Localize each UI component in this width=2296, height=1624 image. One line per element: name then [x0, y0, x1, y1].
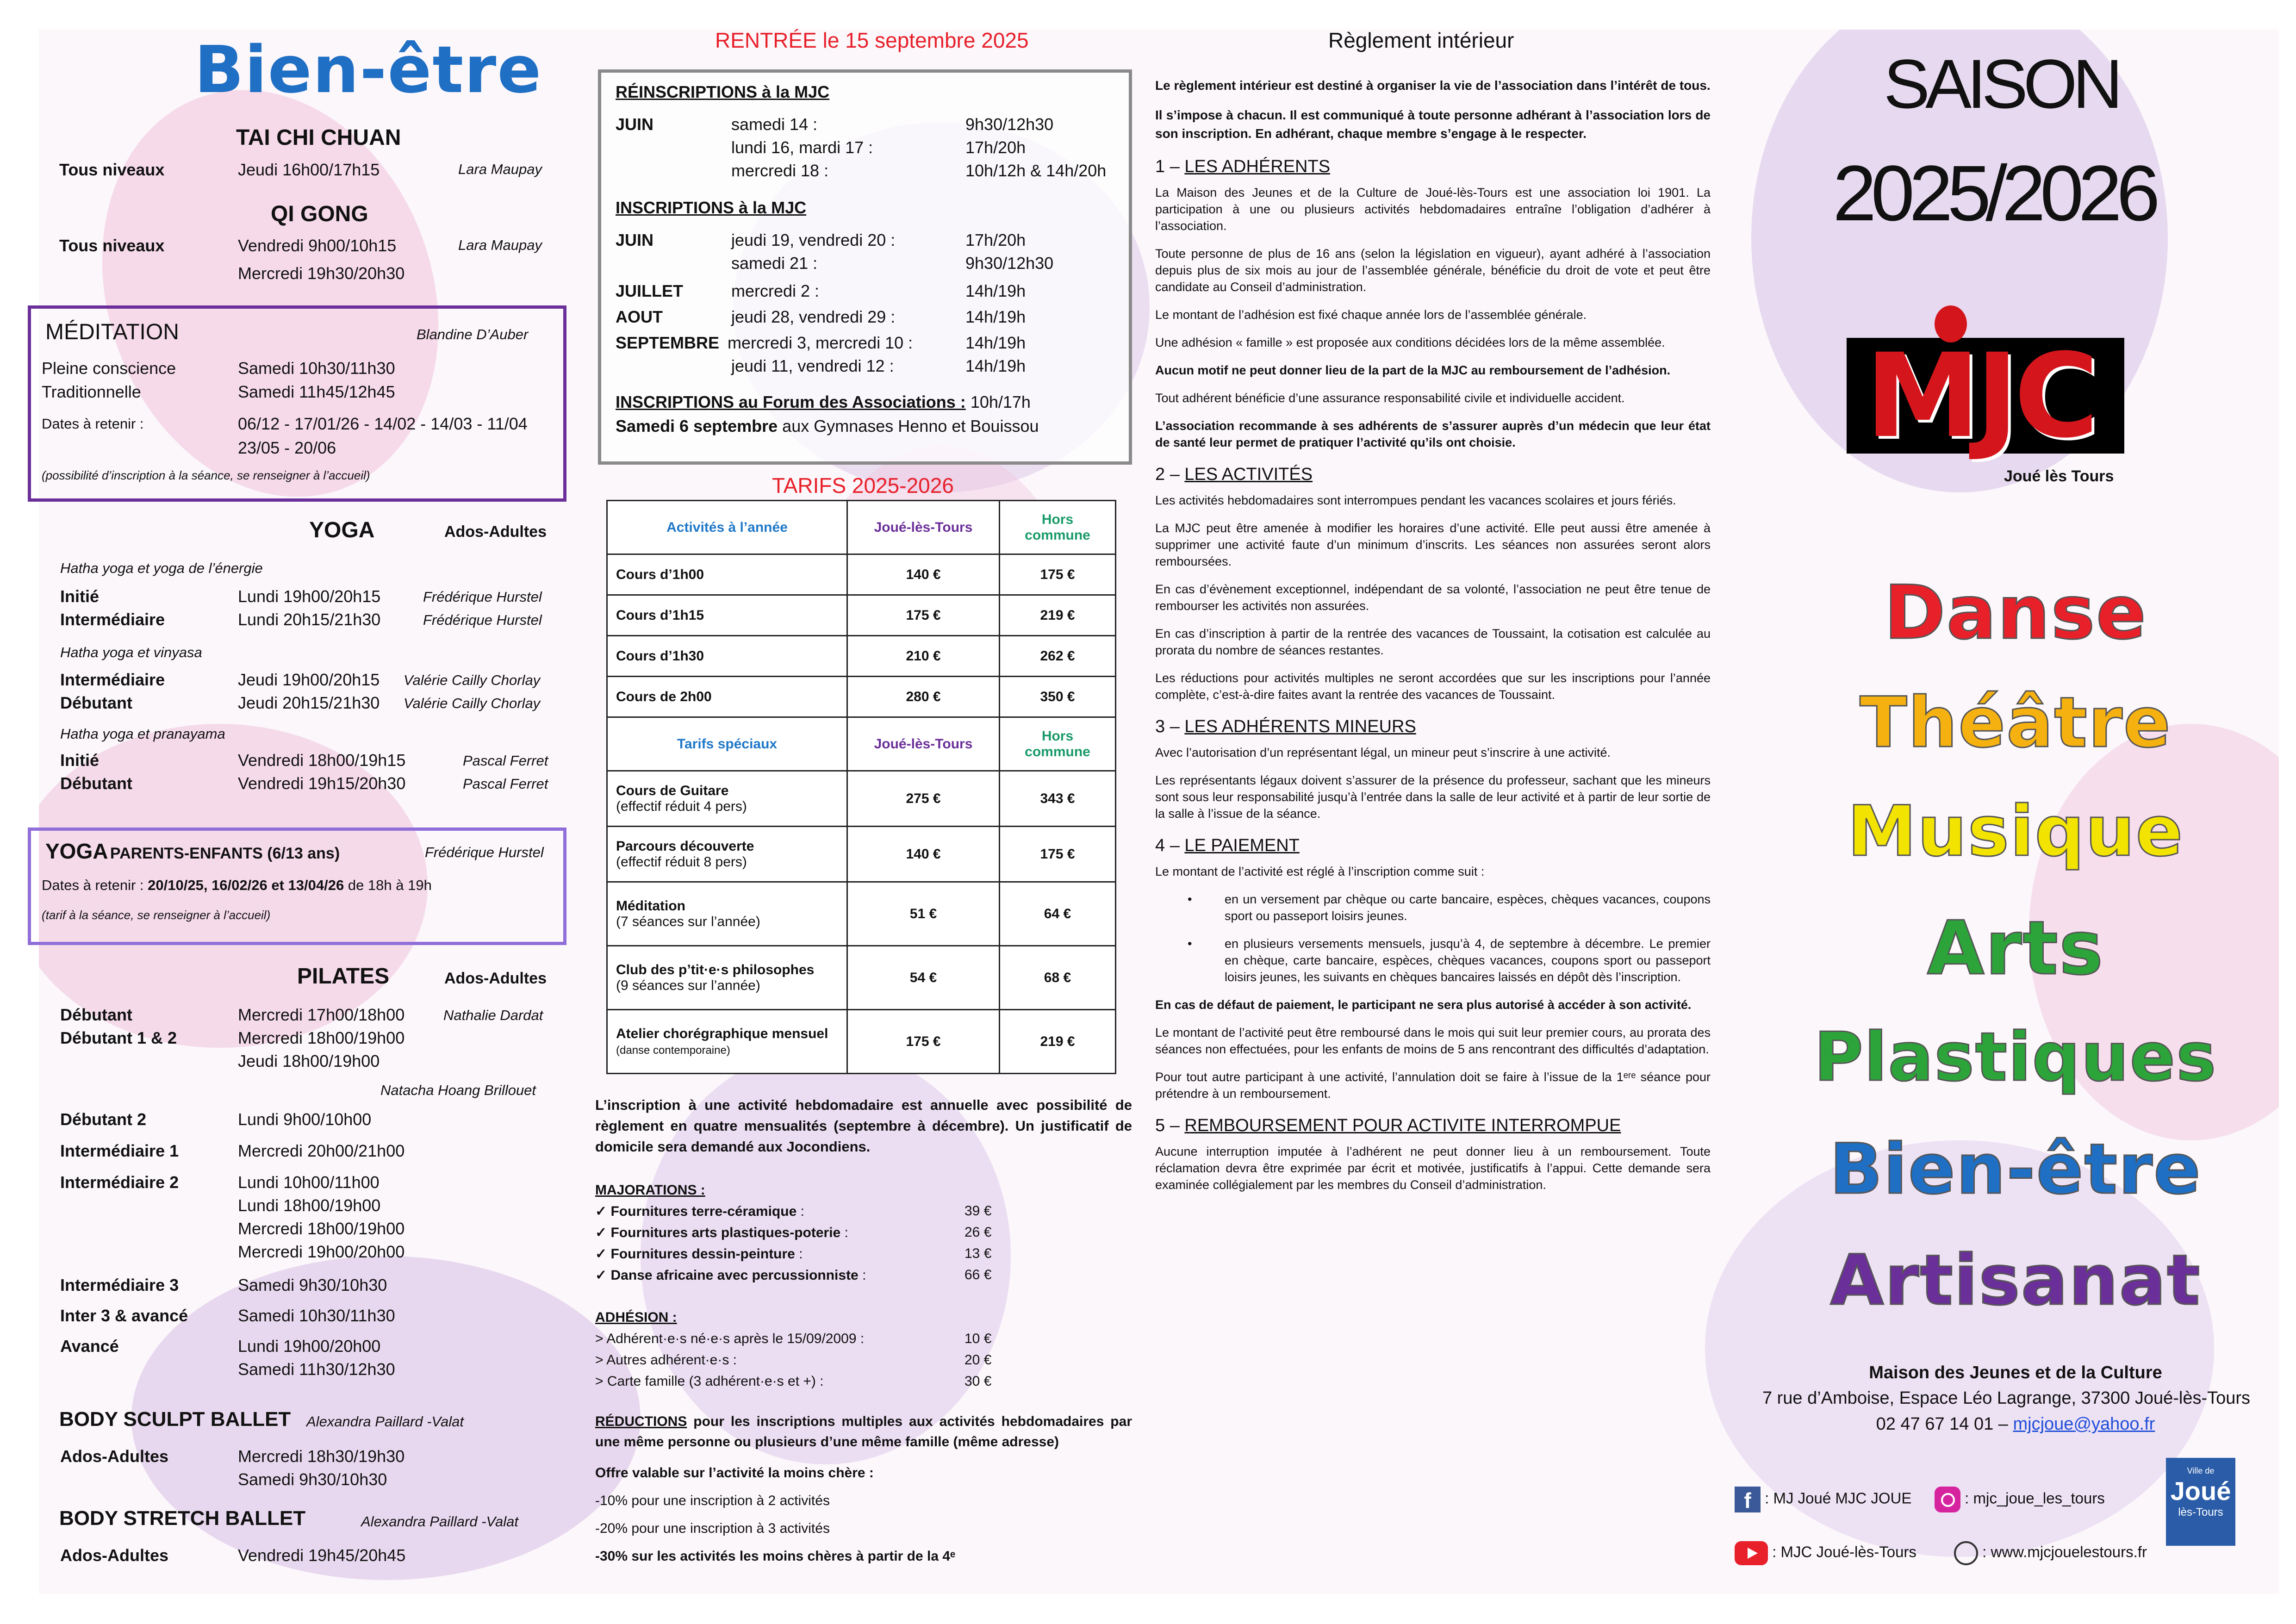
meditation-t2: Samedi 11h45/12h45 — [238, 382, 395, 401]
s1-p6: Tout adhérent bénéficie d’une assurance responsabilité civile et individuelle accident. — [1155, 391, 1625, 405]
special-sub: (effectif réduit 8 pers) — [616, 854, 747, 870]
s2-p2: La MJC peut être amenée à modifier les horaires d’une activité. Elle peut aussi être amenée à supprimer une activité faute d’un minimum d’inscrits. Les séances non assurées seront alors remboursées. — [1155, 521, 1711, 568]
ins-h2: 14h/19h — [965, 281, 1026, 300]
rentree-date: le 15 septembre 2025 — [822, 28, 1029, 52]
special-label: Club des p’tit·e·s philosophes — [616, 962, 815, 977]
table-row — [607, 636, 1116, 677]
s4-bullet-1: • en un versement par chèque ou carte bancaire, espèces, chèques vacances, coupons sport ou passeport loisirs jeunes. — [1188, 892, 1711, 923]
meditation-dates2: 23/05 - 20/06 — [238, 438, 336, 457]
tarif-joue: 140 € — [847, 554, 1000, 595]
pilates-r8-time2: Samedi 11h30/12h30 — [238, 1360, 395, 1379]
joue-logo-c: lès-Tours — [2178, 1506, 2223, 1518]
yoga-parents-hours: de 18h à 19h — [348, 877, 432, 893]
qigong-time1: Vendredi 9h00/10h15 — [238, 236, 397, 255]
section-4-num: 4 – — [1155, 836, 1180, 855]
meditation-l2: Traditionnelle — [42, 382, 141, 401]
reductions-paragraph — [595, 1412, 1132, 1452]
reglement-title: Règlement intérieur — [1328, 28, 1514, 52]
pilates-r5-level: Intermédiaire 2 — [60, 1173, 179, 1192]
pilates-r2-level: Débutant 1 & 2 — [60, 1028, 177, 1047]
section-1-title — [1155, 157, 1711, 177]
pilates-title: PILATES — [297, 964, 390, 989]
special-label: Méditation — [616, 898, 685, 914]
maj-row: ✓ Fournitures arts plastiques-poterie : — [595, 1225, 848, 1240]
bien-etre-title: Bien-être — [194, 32, 542, 108]
bstb-title: BODY STRETCH BALLET — [59, 1507, 306, 1530]
s4-p4: Pour tout autre participant à une activité, l’annulation doit se faire à l’issue de la 1ᵉʳᵉ séance pour prétendre à un remboursement. — [1155, 1070, 1711, 1101]
adh-value: 20 € — [964, 1352, 992, 1368]
pilates-audience: Ados-Adultes — [444, 970, 547, 987]
ins-d1: jeudi 19, vendredi 20 : — [731, 230, 896, 249]
bsb-teacher: Alexandra Paillard -Valat — [306, 1413, 464, 1430]
section-4-label: LE PAIEMENT — [1184, 836, 1300, 855]
forum-label: INSCRIPTIONS au Forum des Associations : — [616, 392, 966, 411]
reins-h3b: & 14h/20h — [1030, 161, 1107, 180]
saison-label: SAISON — [1884, 45, 2118, 123]
s4-bullet-2: • en plusieurs versements mensuels, jusqu’à 4, de septembre à décembre. Le premier en chèque, carte bancaire, espèces, chèques vacances, coupons sport ou passeport loisirs jeunes, les suivants en chèques bancaires laissés en dépôt dès l’inscription. — [1188, 937, 1711, 984]
bstb-level: Ados-Adultes — [60, 1546, 168, 1565]
mjc-logo — [1847, 305, 2134, 518]
bsb-time1: Mercredi 18h30/19h30 — [238, 1447, 405, 1466]
maj-label: Fournitures dessin-peinture — [610, 1246, 795, 1262]
reins-h3a: 10h/12h — [965, 161, 1026, 180]
yoga-parents-dates — [42, 877, 432, 894]
yoga-g1b-teacher: Frédérique Hurstel — [423, 612, 542, 628]
pilates-r4-time: Mercredi 20h00/21h00 — [238, 1141, 405, 1160]
reductions-title: RÉDUCTIONS — [595, 1414, 687, 1429]
yoga-parents-teacher: Frédérique Hurstel — [425, 844, 544, 860]
yoga-g2a-teacher: Valérie Cailly Chorlay — [404, 672, 541, 688]
maj-row: ✓ Fournitures terre-céramique : — [595, 1204, 804, 1219]
maj-value: 26 € — [964, 1225, 992, 1240]
tarif-joue: 175 € — [847, 595, 1000, 636]
pilates-r5-time1: Lundi 10h00/11h00 — [238, 1173, 380, 1192]
pilates-r2-teacher: Natacha Hoang Brillouet — [380, 1082, 536, 1098]
rentree-label: RENTRÉE — [715, 28, 817, 52]
ins-d2: mercredi 2 : — [731, 281, 820, 300]
table-row — [607, 827, 1116, 882]
pilates-r5-time4: Mercredi 19h00/20h00 — [238, 1242, 405, 1261]
section-3-num: 3 – — [1155, 717, 1180, 736]
ins-m1: JUIN — [616, 230, 654, 249]
s3-p2: Les représentants légaux doivent s’assurer de la présence du professeur, sachant que les mineurs sont sous leur responsabilité jusqu’à l’entrée dans la salle de leur activité et à partir de leur sortie de la salle à l’issue de la séance. — [1155, 773, 1711, 821]
tarifs-table — [606, 500, 1116, 1074]
pilates-r3-time: Lundi 9h00/10h00 — [238, 1110, 372, 1129]
ins-d3: jeudi 28, vendredi 29 : — [731, 307, 896, 326]
ins-h3: 14h/19h — [965, 307, 1026, 326]
meditation-dates1: 06/12 - 17/01/26 - 14/02 - 14/03 - 11/04 — [238, 414, 528, 433]
tarifs-header-joue: Joué-lès-Tours — [847, 501, 1000, 554]
pilates-r7-time: Samedi 10h30/11h30 — [238, 1306, 395, 1325]
tarif-joue: 210 € — [847, 636, 1000, 677]
maj-value: 66 € — [964, 1267, 992, 1282]
ins-h4b: 14h/19h — [965, 356, 1026, 375]
tarifs-header-hors: Hors commune — [1000, 501, 1116, 554]
yoga-parents-name: YOGA — [45, 839, 108, 863]
yoga-g2a-level: Intermédiaire — [60, 670, 165, 689]
yoga-g3b-time: Vendredi 19h15/20h30 — [238, 774, 406, 793]
pilates-r6-level: Intermédiaire 3 — [60, 1276, 179, 1294]
special-joue: 54 € — [847, 946, 1000, 1010]
org-contact — [1749, 1414, 2282, 1434]
qigong-title: QI GONG — [271, 202, 368, 226]
taichi-teacher: Lara Maupay — [458, 161, 542, 177]
yoga-g2b-teacher: Valérie Cailly Chorlay — [404, 695, 541, 711]
section-3-title — [1155, 717, 1711, 737]
pilates-r2-time1: Mercredi 18h00/19h00 — [238, 1028, 405, 1047]
mjc-logo-text: MJC — [1865, 329, 2095, 463]
forum-date: Samedi 6 septembre — [616, 417, 778, 436]
instagram-link[interactable] — [1935, 1487, 2105, 1512]
tarif-label: Cours d’1h00 — [607, 554, 847, 595]
maj-value: 39 € — [964, 1203, 992, 1219]
mjc-logo-sub: Joué lès Tours — [2004, 467, 2114, 485]
yoga-parents-note: (tarif à la séance, se renseigner à l’accueil) — [42, 908, 271, 922]
tarif-hors: 350 € — [1000, 677, 1116, 717]
yoga-g3a-time: Vendredi 18h00/19h15 — [238, 751, 406, 770]
maj-value: 13 € — [964, 1246, 992, 1261]
tarif-label: Cours d’1h30 — [607, 636, 847, 677]
s1-p7: L’association recommande à ses adhérents de s’assurer auprès d’un médecin que leur état de santé leur permet de pratiquer l’activité qu’ils ont choisie. — [1155, 419, 1711, 449]
table-row — [607, 882, 1116, 946]
ins-h4: 14h/19h — [965, 333, 1026, 352]
special-joue: 175 € — [847, 1010, 1000, 1074]
yoga-g3b-level: Débutant — [60, 774, 132, 793]
section-4-title — [1155, 836, 1711, 856]
special-hors: 343 € — [1000, 771, 1116, 827]
pilates-r3-level: Débutant 2 — [60, 1110, 147, 1129]
discipline-theatre: Théâtre — [1860, 683, 2172, 763]
yoga-g3a-level: Initié — [60, 751, 100, 770]
pilates-r2-time2: Jeudi 18h00/19h00 — [238, 1052, 380, 1070]
pilates-r5-time2: Lundi 18h00/19h00 — [238, 1196, 381, 1215]
s4-p2: En cas de défaut de paiement, le participant ne sera plus autorisé à accéder à son activité. — [1155, 998, 1692, 1012]
s2-p3: En cas d’évènement exceptionnel, indépendant de sa volonté, l’association ne peut être tenue de rembourser les activités non assurées. — [1155, 582, 1711, 613]
s1-p4: Une adhésion « famille » est proposée aux conditions décidées lors de la même assemblée. — [1155, 336, 1665, 349]
tarif-hors: 262 € — [1000, 636, 1116, 677]
s4-bullet-1-text: en un versement par chèque ou carte bancaire, espèces, chèques vacances, coupons sport ou passeport loisirs jeunes. — [1225, 892, 1711, 923]
special-hors: 64 € — [1000, 882, 1116, 946]
adh-value: 10 € — [964, 1331, 992, 1346]
ins-m3: AOUT — [616, 307, 663, 326]
maj-label: Fournitures arts plastiques-poterie — [610, 1225, 841, 1240]
section-5-label: REMBOURSEMENT POUR ACTIVITE INTERROMPUE — [1184, 1116, 1621, 1135]
adh-label: > Adhérent·e·s né·e·s après le 15/09/2009 : — [595, 1331, 865, 1346]
saison-years: 2025/2026 — [1833, 149, 2155, 237]
yoga-parents-title — [45, 839, 340, 864]
youtube-label: : MJC Joué-lès-Tours — [1772, 1543, 1916, 1561]
tarif-label: Cours d’1h15 — [607, 595, 847, 636]
pilates-r6-time: Samedi 9h30/10h30 — [238, 1276, 387, 1294]
taichi-title: TAI CHI CHUAN — [236, 125, 401, 150]
discipline-artisanat: Artisanat — [1830, 1240, 2201, 1321]
instagram-icon — [1935, 1487, 1960, 1512]
reins-month: JUIN — [616, 115, 654, 134]
maj-row: ✓ Fournitures dessin-peinture : — [595, 1246, 803, 1262]
s3-p1: Avec l’autorisation d’un représentant légal, un mineur peut s’inscrire à une activité. — [1155, 746, 1611, 759]
bstb-teacher: Alexandra Paillard -Valat — [361, 1513, 519, 1530]
tarifs-header-activites: Activités à l’année — [607, 501, 847, 554]
yoga-parents-dates-label: Dates à retenir : — [42, 877, 144, 893]
pilates-r8-time1: Lundi 19h00/20h00 — [238, 1337, 381, 1356]
forum-line2 — [616, 417, 1039, 436]
meditation-dates-label: Dates à retenir : — [42, 416, 144, 432]
taichi-level: Tous niveaux — [59, 160, 165, 179]
s1-p1: La Maison des Jeunes et de la Culture de Joué-lès-Tours est une association loi 1901. La participation à une ou plusieurs activités hebdomadaires entraîne l’obligation d’adhérer à l’association. — [1155, 186, 1711, 233]
s4-bullet-2-text: en plusieurs versements mensuels, jusqu’à 4, de septembre à décembre. Le premier en chèque, carte bancaire, espèces, chèques vacances, coupons sport ou passeport loisirs jeunes, les suivants en chèques bancaires laissés en dépôt dès l’inscription. — [1225, 937, 1711, 984]
meditation-l1: Pleine conscience — [42, 359, 176, 378]
qigong-time2: Mercredi 19h30/20h30 — [238, 264, 405, 283]
special-sub: (9 séances sur l’année) — [616, 977, 760, 993]
special-label: Parcours découverte — [616, 838, 754, 854]
section-5-num: 5 – — [1155, 1116, 1180, 1135]
yoga-g3a-teacher: Pascal Ferret — [463, 753, 548, 769]
yoga-g2b-level: Débutant — [60, 693, 132, 712]
reins-d3: mercredi 18 : — [731, 161, 829, 180]
bsb-level: Ados-Adultes — [60, 1447, 168, 1466]
tarifs-header-hors-2: Hors commune — [1000, 717, 1116, 771]
s4-p3: Le montant de l’activité peut être remboursé dans le mois qui suit leur premier cours, au prorata des séances non effectuées, pour les enfants de moins de 5 ans rencontrant des difficultés d’adaptation. — [1155, 1026, 1711, 1056]
section-2-label: LES ACTIVITÉS — [1184, 465, 1313, 484]
s2-p1: Les activités hebdomadaires sont interrompues pendant les vacances scolaires et jours fériés. — [1155, 493, 1676, 507]
reinscriptions-title: RÉINSCRIPTIONS à la MJC — [616, 82, 830, 101]
maj-label: Fournitures terre-céramique — [610, 1204, 797, 1219]
reins-h1: 9h30/12h30 — [965, 115, 1054, 134]
tarif-joue: 280 € — [847, 677, 1000, 717]
joue-logo-b: Joué — [2170, 1476, 2231, 1506]
forum-place: aux Gymnases Henno et Bouissou — [782, 417, 1039, 436]
yoga-group1: Hatha yoga et yoga de l’énergie — [60, 560, 263, 576]
meditation-title: MÉDITATION — [45, 320, 179, 344]
special-hors: 68 € — [1000, 946, 1116, 1010]
facebook-label: : MJ Joué MJC JOUE — [1765, 1489, 1912, 1507]
facebook-link[interactable] — [1735, 1487, 1911, 1512]
tarifs-title: TARIFS 2025-2026 — [772, 473, 954, 498]
s4-p1: Le montant de l’activité est réglé à l’inscription comme suit : — [1155, 865, 1485, 878]
s2-p4: En cas d’inscription à partir de la rentrée des vacances de Toussaint, la cotisation est calculée au prorata du nombre de séances restantes. — [1155, 627, 1711, 657]
s5-p1: Aucune interruption imputée à l’adhérent ne peut donner lieu à un remboursement. Toute réclamation devra être exprimée par écrit et motivée, justificatifs à l’appui. Cette demande sera examinée collégialement par les membres du Conseil d’administration. — [1155, 1145, 1711, 1192]
yoga-parents-sub: PARENTS-ENFANTS (6/13 ans) — [110, 845, 340, 862]
inscription-paragraph: L’inscription à une activité hebdomadaire est annuelle avec possibilité de règlement en quatre mensualités (septembre à décembre). Un justificatif de domicile sera demandé aux Jocondiens. — [595, 1097, 1132, 1155]
section-1-label: LES ADHÉRENTS — [1184, 157, 1331, 176]
adhesion-title: ADHÉSION : — [595, 1310, 677, 1325]
reduction-3: -30% sur les activités les moins chères à partir de la 4ᵉ — [595, 1549, 956, 1564]
bstb-time1: Vendredi 19h45/20h45 — [238, 1546, 406, 1565]
discipline-musique: Musique — [1847, 791, 2184, 872]
pilates-r5-time3: Mercredi 18h00/19h00 — [238, 1219, 405, 1238]
joue-logo — [2166, 1458, 2235, 1546]
youtube-link[interactable] — [1735, 1541, 1916, 1565]
section-2-title — [1155, 465, 1711, 485]
maj-row: ✓ Danse africaine avec percussionniste : — [595, 1268, 866, 1283]
reglement-body — [1155, 76, 1711, 1204]
pilates-r8-level: Avancé — [60, 1337, 119, 1356]
inscriptions-title: INSCRIPTIONS à la MJC — [616, 198, 807, 217]
table-row — [607, 554, 1116, 595]
website-link[interactable] — [1954, 1541, 2147, 1565]
yoga-group3: Hatha yoga et pranayama — [60, 726, 225, 742]
reins-h2: 17h/20h — [965, 138, 1026, 157]
reduction-1: -10% pour une inscription à 2 activités — [595, 1493, 830, 1508]
special-joue: 51 € — [847, 882, 1000, 946]
taichi-time: Jeudi 16h00/17h15 — [238, 160, 380, 179]
tarif-hors: 219 € — [1000, 595, 1116, 636]
yoga-g1a-time: Lundi 19h00/20h15 — [238, 587, 381, 606]
pilates-r7-level: Inter 3 & avancé — [60, 1306, 188, 1325]
table-row — [607, 771, 1116, 827]
yoga-g1a-teacher: Frédérique Hurstel — [423, 589, 542, 605]
yoga-g2a-time: Jeudi 19h00/20h15 — [238, 670, 380, 689]
special-joue: 275 € — [847, 771, 1000, 827]
yoga-title: YOGA — [309, 518, 375, 542]
discipline-danse: Danse — [1884, 569, 2147, 656]
special-label: Cours de Guitare — [616, 783, 729, 798]
yoga-g1b-time: Lundi 20h15/21h30 — [238, 610, 381, 629]
forum-line1 — [616, 392, 1031, 412]
table-row — [607, 946, 1116, 1010]
reins-d1: samedi 14 : — [731, 115, 818, 134]
section-5-title — [1155, 1116, 1711, 1136]
special-joue: 140 € — [847, 827, 1000, 882]
org-email[interactable]: mjcjoue@yahoo.fr — [2013, 1414, 2155, 1434]
ins-m2: JUILLET — [616, 281, 684, 300]
meditation-t1: Samedi 10h30/11h30 — [238, 359, 395, 378]
bsb-time2: Samedi 9h30/10h30 — [238, 1470, 387, 1489]
discipline-arts: Arts — [1927, 905, 2104, 991]
qigong-teacher: Lara Maupay — [458, 237, 542, 253]
bsb-title: BODY SCULPT BALLET — [59, 1408, 291, 1431]
yoga-audience: Ados-Adultes — [444, 523, 547, 541]
discipline-plastiques: Plastiques — [1814, 1018, 2217, 1096]
rentree-title — [715, 28, 1029, 53]
majorations-title: MAJORATIONS : — [595, 1182, 705, 1198]
reductions-offer: Offre valable sur l’activité la moins chère : — [595, 1465, 874, 1481]
tarifs-header-joue-2: Joué-lès-Tours — [847, 717, 1000, 771]
discipline-bien-etre: Bien-être — [1829, 1129, 2202, 1210]
section-2-num: 2 – — [1155, 465, 1180, 484]
instagram-label: : mjc_joue_les_tours — [1965, 1489, 2105, 1507]
org-name: Maison des Jeunes et de la Culture — [1869, 1363, 2162, 1382]
ins-d4: mercredi 3, mercredi 10 : — [728, 333, 913, 352]
yoga-g3b-teacher: Pascal Ferret — [463, 776, 548, 792]
adh-label: > Autres adhérent·e·s : — [595, 1352, 737, 1368]
special-sub: (effectif réduit 4 pers) — [616, 798, 747, 814]
s2-p5: Les réductions pour activités multiples ne seront accordées que sur les inscriptions pour l’année complète, c’est-à-dire faites avant la rentrée des vacances de Toussaint. — [1155, 671, 1711, 702]
adh-value: 30 € — [964, 1374, 992, 1389]
s1-p5: Aucun motif ne peut donner lieu de la part de la MJC au remboursement de l’adhésion. — [1155, 363, 1671, 377]
special-hors: 175 € — [1000, 827, 1116, 882]
reglement-intro1: Le règlement intérieur est destiné à organiser la vie de l’association dans l’intérêt de tous. — [1155, 78, 1711, 93]
special-sub: (7 séances sur l’année) — [616, 914, 760, 929]
org-address: 7 rue d’Amboise, Espace Léo Lagrange, 37300 Joué-lès-Tours — [1762, 1388, 2251, 1408]
pilates-r1-teacher: Nathalie Dardat — [443, 1007, 543, 1023]
section-1-num: 1 – — [1155, 157, 1180, 176]
youtube-icon — [1735, 1541, 1768, 1565]
table-row — [607, 595, 1116, 636]
ins-m4: SEPTEMBRE — [616, 333, 720, 352]
ins-d4b: jeudi 11, vendredi 12 : — [731, 356, 894, 375]
maj-label: Danse africaine avec percussionniste — [610, 1268, 859, 1283]
s1-p2: Toute personne de plus de 16 ans (selon la législation en vigueur), ayant adhéré à l’association depuis plus de six mois au jour de l’assemblée générale, bénéficie du droit de vote et peut être candidate au Conseil d’administration. — [1155, 247, 1711, 294]
pilates-r1-time: Mercredi 17h00/18h00 — [238, 1005, 405, 1024]
tarifs-header-speciaux: Tarifs spéciaux — [607, 717, 847, 771]
yoga-group2: Hatha yoga et vinyasa — [60, 644, 202, 660]
pilates-r1-level: Débutant — [60, 1005, 132, 1024]
yoga-parents-dates-value: 20/10/25, 16/02/26 et 13/04/26 — [148, 877, 344, 893]
website-label: : www.mjcjouelestours.fr — [1982, 1543, 2147, 1561]
pilates-r4-level: Intermédiaire 1 — [60, 1141, 179, 1160]
forum-hours: 10h/17h — [970, 392, 1031, 411]
reduction-2: -20% pour une inscription à 3 activités — [595, 1521, 830, 1536]
tarif-hors: 175 € — [1000, 554, 1116, 595]
adh-label: > Carte famille (3 adhérent·e·s et +) : — [595, 1374, 824, 1389]
joue-logo-a: Ville de — [2187, 1466, 2215, 1475]
reductions-text: pour les inscriptions multiples aux activités hebdomadaires par une même personne ou plusieurs d’une même famille (même adresse) — [595, 1414, 1132, 1450]
org-phone: 02 47 67 14 01 – — [1876, 1414, 2008, 1434]
yoga-g1a-level: Initié — [60, 587, 100, 606]
reglement-intro2: Il s’impose à chacun. Il est communiqué à toute personne adhérant à l’association lors de son inscription. En adhérant, chaque membre s’engage à le respecter. — [1155, 108, 1711, 141]
globe-icon — [1954, 1541, 1978, 1565]
ins-d1b: samedi 21 : — [731, 254, 818, 273]
ins-h1: 17h/20h — [965, 230, 1026, 249]
facebook-icon: f — [1735, 1487, 1761, 1512]
reins-d2: lundi 16, mardi 17 : — [731, 138, 873, 157]
yoga-g2b-time: Jeudi 20h15/21h30 — [238, 693, 380, 712]
ins-h1b: 9h30/12h30 — [965, 254, 1054, 273]
qigong-level: Tous niveaux — [59, 236, 165, 255]
meditation-teacher: Blandine D’Auber — [417, 326, 529, 342]
tarif-label: Cours de 2h00 — [607, 677, 847, 717]
yoga-g1b-level: Intermédiaire — [60, 610, 165, 629]
special-label: Atelier chorégraphique mensuel — [616, 1026, 828, 1041]
special-sub: (danse contemporaine) — [616, 1044, 730, 1057]
special-hors: 219 € — [1000, 1010, 1116, 1074]
reins-h3 — [965, 161, 1106, 180]
s1-p3: Le montant de l’adhésion est fixé chaque année lors de l’assemblée générale. — [1155, 308, 1587, 322]
table-row — [607, 677, 1116, 717]
table-row — [607, 1010, 1116, 1074]
section-3-label: LES ADHÉRENTS MINEURS — [1184, 717, 1416, 736]
meditation-note: (possibilité d’inscription à la séance, se renseigner à l’accueil) — [42, 468, 370, 482]
